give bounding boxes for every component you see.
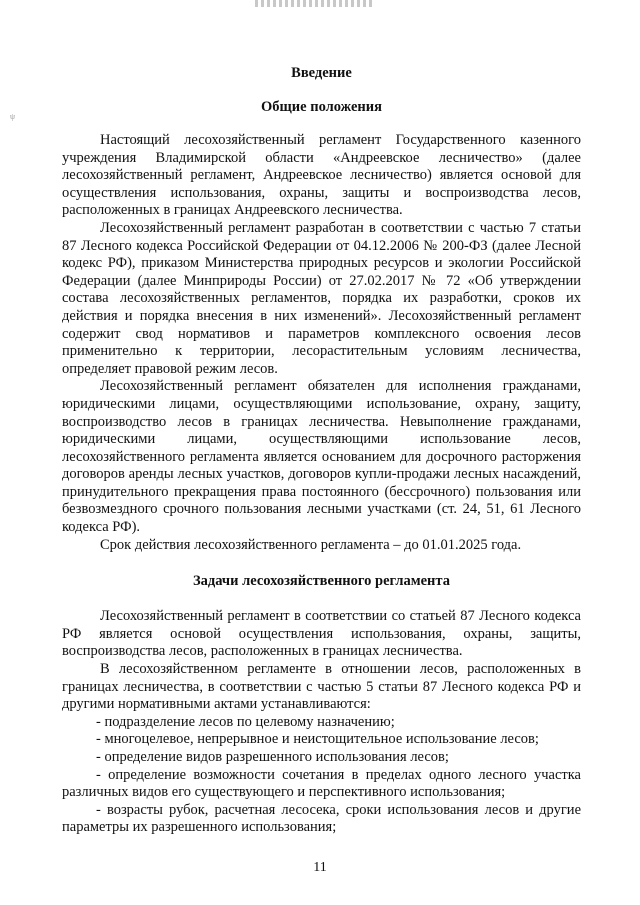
- scan-artifact: [255, 0, 375, 7]
- paragraph: В лесохозяйственном регламенте в отношении лесов, расположенных в границах лесничества, в соответствии с частью 5 статьи 87 Лесного кодекса РФ и другими нормативными актами устанавливаются:: [62, 661, 581, 713]
- list-item: - многоцелевое, непрерывное и неистощительное использование лесов;: [96, 731, 539, 748]
- paragraph: Настоящий лесохозяйственный регламент Государственного казенного учреждения Владимирской области «Андреевское лесничество» (далее лесохозяйственный регламент, Андреевское лесничество) является основой для осуществления использования, охраны, защиты и воспроизводства лесов, расположенных в границах Андреевского лесничества.: [62, 132, 581, 219]
- document-body: [62, 64, 581, 837]
- list-item: - определение видов разрешенного использования лесов;: [96, 749, 449, 765]
- list-item: - определение возможности сочетания в пределах одного лесного участка различных видов его существующего и перспективного использования;: [62, 766, 581, 801]
- paragraph: Лесохозяйственный регламент разработан в соответствии с частью 7 статьи 87 Лесного кодекса Российской Федерации от 04.12.2006 № 200-ФЗ (далее Лесной кодекс РФ), приказом Министерства природных ресурсов и экологии Российской Федерации (далее Минприроды России) от 27.02.2017 № 72 «Об утверждении состава лесохозяйственных регламентов, порядка их разработки, сроков их действия и порядка внесения в них изменений». Лесохозяйственный регламент содержит свод нормативов и параметров комплексного освоения лесов применительно к территории, лесорастительным условиям лесничества, определяет правовой режим лесов.: [62, 219, 581, 377]
- heading-introduction: Введение: [291, 65, 352, 81]
- paragraph: Лесохозяйственный регламент в соответствии со статьей 87 Лесного кодекса РФ является основой осуществления использования, охраны, защиты, воспроизводства лесов, расположенных в границах лесничества.: [62, 608, 581, 660]
- paragraph-validity: Срок действия лесохозяйственного регламента – до 01.01.2025 года.: [100, 536, 522, 553]
- page-number: 11: [313, 860, 327, 875]
- list-item: - возрасты рубок, расчетная лесосека, сроки использования лесов и другие параметры их разрешенного использования;: [62, 801, 581, 836]
- list-item: - подразделение лесов по целевому назначению;: [96, 713, 395, 730]
- heading-general-provisions: Общие положения: [261, 99, 382, 115]
- paragraph: Лесохозяйственный регламент обязателен для исполнения гражданами, юридическими лицами, осуществляющими использование, охрану, защиту, воспроизводство лесов в границах лесничества. Невыполнение гражданами, юридическими лицами, осуществляющими использование лесов, лесохозяйственного регламента является основанием для досрочного расторжения договоров аренды лесных участков, договоров купли-продажи лесных насаждений, принудительного прекращения права постоянного (бессрочного) пользования или безвозмездного срочного пользования лесными участками (ст. 24, 51, 61 Лесного кодекса РФ).: [62, 378, 581, 536]
- margin-mark: ψ: [10, 112, 16, 121]
- heading-tasks: Задачи лесохозяйственного регламента: [193, 573, 450, 590]
